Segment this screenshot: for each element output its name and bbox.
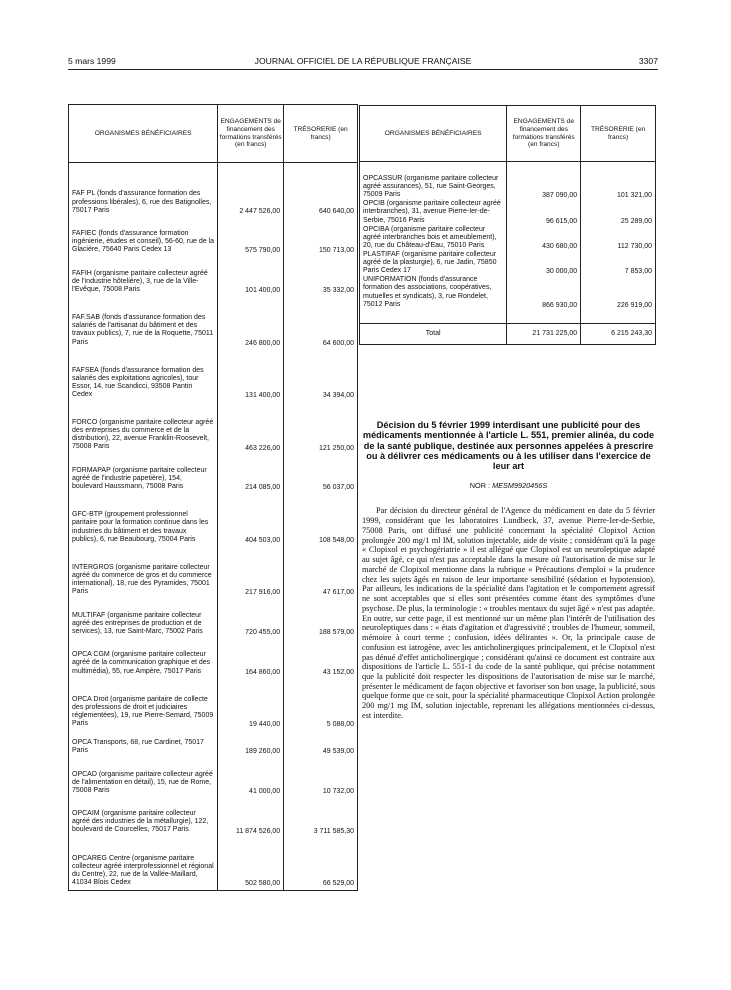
organisme-cell: MULTIFAF (organisme paritaire collecteur agréé des entreprises de production et de services), 13, rue Saint-Marc, 75002 Paris bbox=[69, 597, 218, 637]
organisme-cell: OPCA Transports, 68, rue Cardinet, 75017 Paris bbox=[69, 729, 218, 756]
engagement-cell: 30 000,00 bbox=[507, 251, 581, 276]
table-row bbox=[69, 756, 358, 796]
tresorerie-cell: 101 321,00 bbox=[581, 175, 656, 200]
decision-section bbox=[362, 420, 655, 721]
col-header-tresorerie: TRÉSORERIE (en francs) bbox=[581, 106, 656, 162]
table-row bbox=[69, 216, 358, 256]
right-table-body bbox=[360, 162, 656, 324]
total-label: Total bbox=[360, 323, 507, 344]
table-row bbox=[69, 637, 358, 677]
organisme-cell: OPCAIM (organisme paritaire collecteur agréé des industries de la métallurgie), 122, boulevard de Courcelles, 75017 Paris bbox=[69, 796, 218, 836]
organisme-cell: OPCIBA (organisme paritaire collecteur agréé interbranches bois et ameublement), 20, rue du Château-d'Eau, 75010 Paris bbox=[360, 226, 507, 251]
header-journal-title: JOURNAL OFFICIEL DE LA RÉPUBLIQUE FRANÇAISE bbox=[254, 56, 472, 66]
table-row bbox=[69, 295, 358, 347]
total-tresorerie: 6 215 243,30 bbox=[581, 323, 656, 344]
tresorerie-cell: 150 713,00 bbox=[284, 216, 358, 256]
header-rule bbox=[68, 69, 658, 70]
right-funding-table bbox=[359, 105, 656, 345]
table-row bbox=[69, 255, 358, 295]
tresorerie-cell: 3 711 585,30 bbox=[284, 796, 358, 836]
engagement-cell: 404 503,00 bbox=[218, 492, 284, 544]
organisme-cell: PLASTIFAF (organisme paritaire collecteur agréé de la plasturgie), 6, rue Jadin, 75850 Paris Cedex 17 bbox=[360, 251, 507, 276]
organisme-cell: UNIFORMATION (fonds d'assurance formation des associations, coopératives, mutuelles et syndicats), 3, rue Rondelet, 75012 Paris bbox=[360, 276, 507, 309]
total-engagements: 21 731 225,00 bbox=[507, 323, 581, 344]
tresorerie-cell: 49 539,00 bbox=[284, 729, 358, 756]
engagement-cell: 41 000,00 bbox=[218, 756, 284, 796]
engagement-cell: 463 226,00 bbox=[218, 400, 284, 452]
organisme-cell: FAFIH (organisme paritaire collecteur agréé de l'industrie hôtelière), 3, rue de la Ville-l'Evêque, 75008 Paris bbox=[69, 255, 218, 295]
organisme-cell: OPCA Droit (organisme paritaire de collecte des professions de droit et judiciaires réglementées), 19, rue Pierre-Semard, 75009 Paris bbox=[69, 677, 218, 729]
table-row bbox=[69, 400, 358, 452]
left-funding-table bbox=[68, 104, 358, 891]
organisme-cell: FAFSEA (fonds d'assurance formation des salariés des exploitations agricoles), tour Essor, 14, rue Scandicci, 93508 Pantin Cedex bbox=[69, 348, 218, 400]
organisme-cell: OPCAD (organisme paritaire collecteur agréé de l'alimentation en détail), 15, rue de Rome, 75008 Paris bbox=[69, 756, 218, 796]
table-row bbox=[69, 348, 358, 400]
col-header-org: ORGANISMES BÉNÉFICIAIRES bbox=[69, 105, 218, 163]
engagement-cell: 96 615,00 bbox=[507, 200, 581, 225]
table-row bbox=[69, 597, 358, 637]
engagement-cell: 131 400,00 bbox=[218, 348, 284, 400]
decision-body: Par décision du directeur général de l'Agence du médicament en date du 5 février 1999, considérant que les laboratoires Lundbeck, 37, avenue Pierre-Ier-de-Serbie, 75008 Paris, ont diffusé une publicité concernant la spécialité Clopixol Action prolongée 200 mg/1 ml IM, solution injectable, aide de visite ; considérant qu'à la page « Clopixol et psychogériatrie » il est allégué que Clopixol est un neuroleptique adapté au sujet âgé, ce qui n'est pas acceptable dans la mesure où l'autorisation de mise sur le marché de Clopixol mentionne dans la rubrique « Précautions d'emploi » la prudence chez les sujets âgés en raison de leur importante sensibilité (sédation et hypotension). Par ailleurs, les indications de la spécialité dans l'agitation et le comportement agressif ne sont acceptables que si elles sont présentées comme étant des symptômes d'une psychose. De plus, la terminologie : « troubles mentaux du sujet âgé » n'est pas adaptée. En outre, sur cette page, il est mentionné sur un même plan l'intérêt de l'utilisation des neuroleptiques dans : « états d'agitation et d'agressivité ; troubles de l'humeur, sommeil, mémoire à court terme ; confusion, idées délirantes ». Or, la principale cause de confusion est iatrogène, avec les anticholinergiques principalement, et le Clopixol n'est pas dénué d'effet anticholinergique ; considérant qu'ainsi ce document est contraire aux dispositions de l'article L. 551-1 du code de la santé publique, qui précise notamment que la publicité doit respecter les dispositions de l'autorisation de mise sur le marché, présenter le médicament de façon objective et favoriser son bon usage, la publicité, sous quelque forme que ce soit, pour la spécialité pharmaceutique Clopixol Action prolongée 200 mg/1 mg IM, solution injectable, reprenant les allégations mentionnées ci-dessus, est interdite. bbox=[362, 506, 655, 720]
col-header-engagements: ENGAGEMENTS de financement des formations transférés (en francs) bbox=[218, 105, 284, 163]
tresorerie-cell: 64 600,00 bbox=[284, 295, 358, 347]
engagement-cell: 164 860,00 bbox=[218, 637, 284, 677]
organisme-cell: GFC-BTP (groupement professionnel paritaire pour la formation continue dans les industries du bâtiment et des travaux publics), 6, rue Beaubourg, 75004 Paris bbox=[69, 492, 218, 544]
organisme-cell: OPCA CGM (organisme paritaire collecteur agréé de la communication graphique et des multimédia), 55, rue Ampère, 75017 Paris bbox=[69, 637, 218, 677]
engagement-cell: 11 874 526,00 bbox=[218, 796, 284, 836]
engagement-cell: 19 440,00 bbox=[218, 677, 284, 729]
engagement-cell: 387 090,00 bbox=[507, 175, 581, 200]
engagement-cell: 101 400,00 bbox=[218, 255, 284, 295]
organisme-cell: OPCAREG Centre (organisme paritaire collecteur agréé interprofessionnel et régional du Centre), 22, rue de la Vallée-Maillard, 41034 Blois Cedex bbox=[69, 836, 218, 888]
table-row bbox=[69, 729, 358, 756]
organisme-cell: INTERGROS (organisme paritaire collecteur agréé du commerce de gros et du commerce international), 18, rue des Pyramides, 75001 Paris bbox=[69, 545, 218, 597]
tresorerie-cell: 640 640,00 bbox=[284, 176, 358, 216]
tresorerie-cell: 108 548,00 bbox=[284, 492, 358, 544]
tresorerie-cell: 56 037,00 bbox=[284, 453, 358, 493]
engagement-cell: 217 916,00 bbox=[218, 545, 284, 597]
organisme-cell: FORCO (organisme paritaire collecteur agréé des entreprises du commerce et de la distribution), 22, avenue Franklin-Roosevelt, 75008 Paris bbox=[69, 400, 218, 452]
nor-reference bbox=[362, 481, 655, 490]
table-row bbox=[360, 276, 656, 309]
organisme-cell: FAF PL (fonds d'assurance formation des professions libérales), 6, rue des Batignolles, 75017 Paris bbox=[69, 176, 218, 216]
tresorerie-cell: 34 394,00 bbox=[284, 348, 358, 400]
engagement-cell: 575 790,00 bbox=[218, 216, 284, 256]
organisme-cell: FORMAPAP (organisme paritaire collecteur agréé de l'industrie papetière), 154, boulevard Haussmann, 75008 Paris bbox=[69, 453, 218, 493]
col-header-tresorerie: TRÉSORERIE (en francs) bbox=[284, 105, 358, 163]
page-header bbox=[68, 56, 658, 70]
tresorerie-cell: 121 250,00 bbox=[284, 400, 358, 452]
total-row bbox=[360, 323, 656, 344]
table-row bbox=[360, 175, 656, 200]
table-row bbox=[360, 251, 656, 276]
nor-label: NOR : bbox=[469, 481, 491, 491]
engagement-cell: 2 447 526,00 bbox=[218, 176, 284, 216]
organisme-cell: OPCIB (organisme paritaire collecteur agréé interbranches), 31, avenue Pierre-Ier-de-Serbie, 75016 Paris bbox=[360, 200, 507, 225]
col-header-org: ORGANISMES BÉNÉFICIAIRES bbox=[360, 106, 507, 162]
engagement-cell: 866 930,00 bbox=[507, 276, 581, 309]
tresorerie-cell: 47 617,00 bbox=[284, 545, 358, 597]
table-row bbox=[360, 200, 656, 225]
tresorerie-cell: 188 579,00 bbox=[284, 597, 358, 637]
tresorerie-cell: 226 919,00 bbox=[581, 276, 656, 309]
engagement-cell: 189 260,00 bbox=[218, 729, 284, 756]
tresorerie-cell: 112 730,00 bbox=[581, 226, 656, 251]
engagement-cell: 502 580,00 bbox=[218, 836, 284, 888]
tresorerie-cell: 25 289,00 bbox=[581, 200, 656, 225]
table-row bbox=[69, 796, 358, 836]
decision-title: Décision du 5 février 1999 interdisant une publicité pour des médicaments mentionnée à l'article L. 551, premier alinéa, du code de la santé publique, destinée aux personnes appelées à prescrire ou à délivrer ces médicaments ou à les utiliser dans l'exercice de leur art bbox=[362, 420, 655, 472]
tresorerie-cell: 35 332,00 bbox=[284, 255, 358, 295]
table-row bbox=[69, 176, 358, 216]
engagement-cell: 246 800,00 bbox=[218, 295, 284, 347]
table-row bbox=[69, 836, 358, 888]
engagement-cell: 214 085,00 bbox=[218, 453, 284, 493]
table-row bbox=[69, 492, 358, 544]
table-row bbox=[69, 453, 358, 493]
tresorerie-cell: 66 529,00 bbox=[284, 836, 358, 888]
left-table-body bbox=[69, 163, 358, 891]
tresorerie-cell: 7 853,00 bbox=[581, 251, 656, 276]
header-page-number: 3307 bbox=[638, 56, 658, 66]
organisme-cell: FAF.SAB (fonds d'assurance formation des salariés de l'artisanat du bâtiment et des travaux publics), 7, rue de la Roquette, 75011 Paris bbox=[69, 295, 218, 347]
tresorerie-cell: 5 088,00 bbox=[284, 677, 358, 729]
col-header-engagements: ENGAGEMENTS de financement des formations transférés (en francs) bbox=[507, 106, 581, 162]
table-spacer-row bbox=[360, 310, 656, 324]
engagement-cell: 430 680,00 bbox=[507, 226, 581, 251]
table-row bbox=[69, 677, 358, 729]
organisme-cell: FAFIEC (fonds d'assurance formation ingénierie, études et conseil), 56-60, rue de la Glacière, 75640 Paris Cedex 13 bbox=[69, 216, 218, 256]
engagement-cell: 720 455,00 bbox=[218, 597, 284, 637]
nor-code: MESM9920456S bbox=[492, 481, 548, 491]
organisme-cell: OPCASSUR (organisme paritaire collecteur agréé assurances), 51, rue Saint-Georges, 75009 Paris bbox=[360, 175, 507, 200]
table-row bbox=[360, 226, 656, 251]
table-end-row bbox=[69, 888, 358, 890]
tresorerie-cell: 10 732,00 bbox=[284, 756, 358, 796]
table-row bbox=[69, 545, 358, 597]
tresorerie-cell: 43 152,00 bbox=[284, 637, 358, 677]
header-date: 5 mars 1999 bbox=[68, 56, 116, 66]
